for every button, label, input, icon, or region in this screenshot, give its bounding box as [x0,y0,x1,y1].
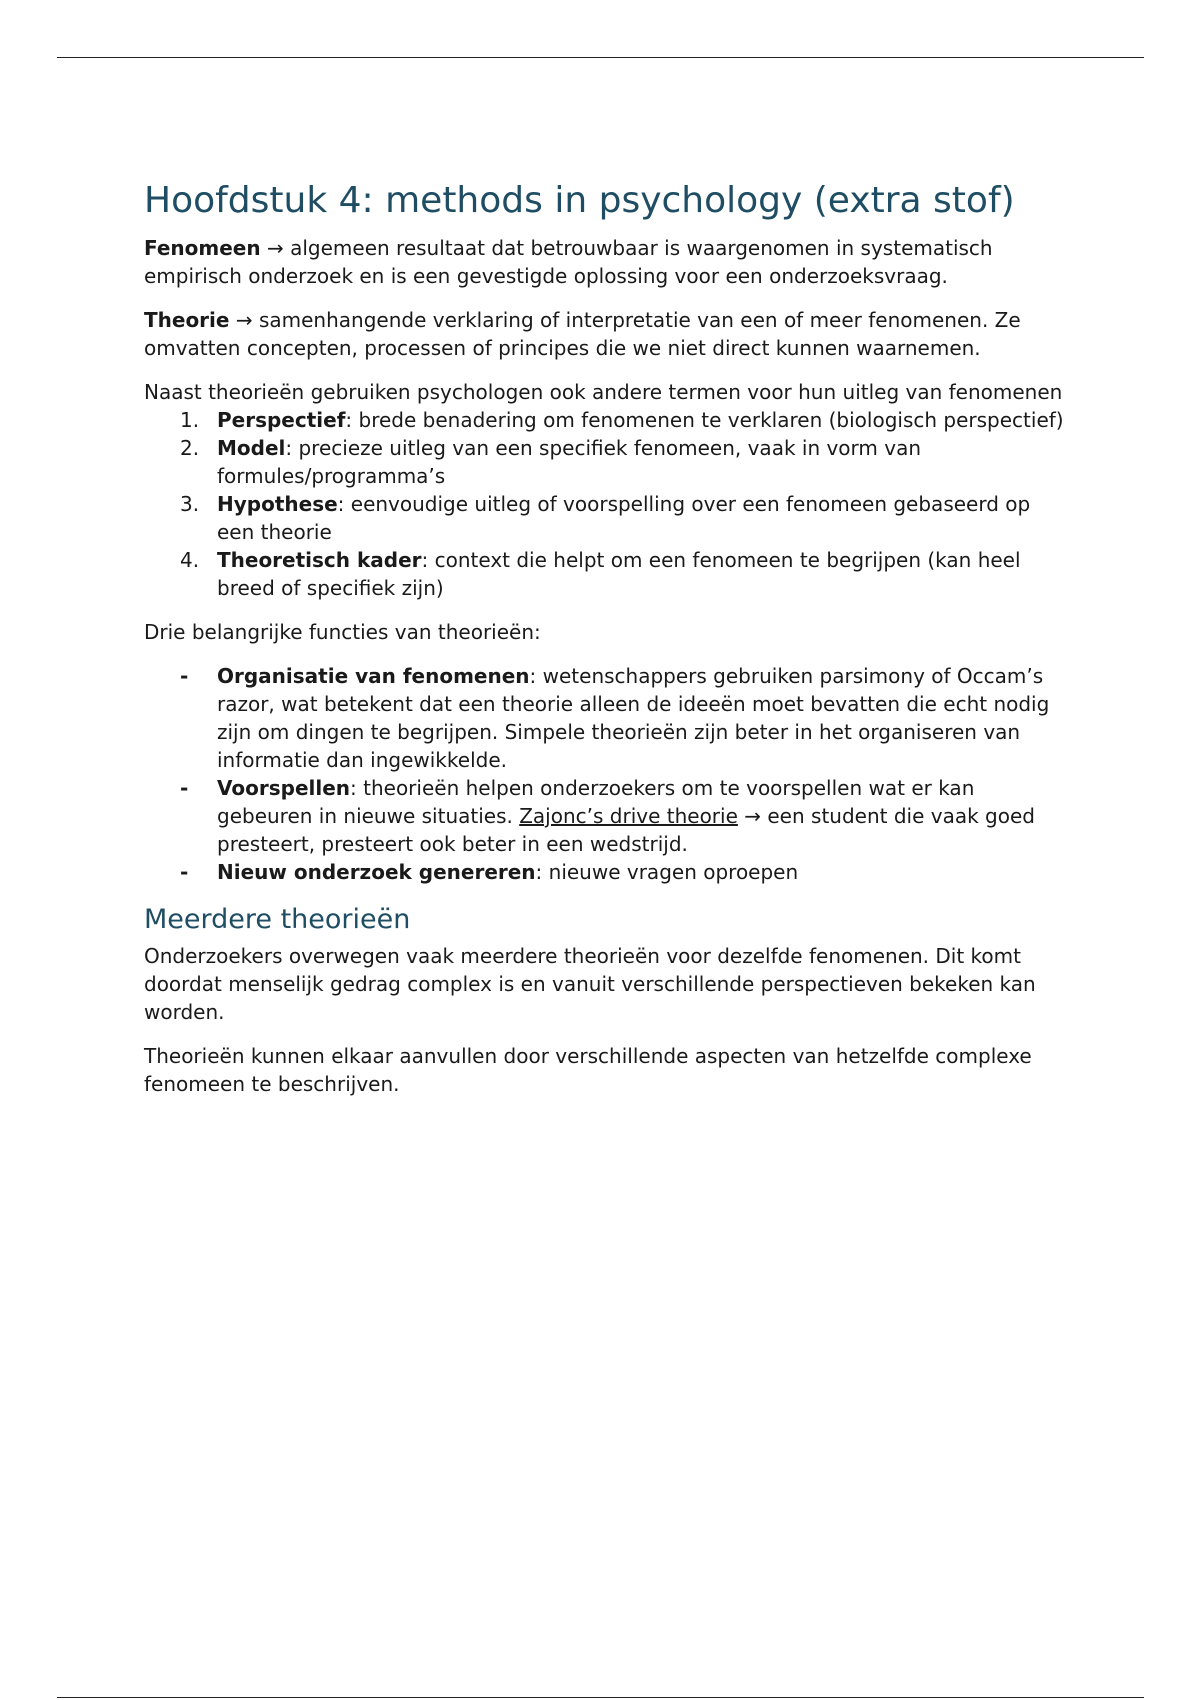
term-label: Theorie [144,308,230,332]
dash-bullet: - [180,664,189,688]
term-label: Hypothese [217,492,338,516]
terms-list [144,406,1064,602]
document-body [144,178,1064,1114]
function-text: : nieuwe vragen oproepen [535,860,799,884]
functions-intro: Drie belangrijke functies van theorieën: [144,620,541,644]
dash-bullet: - [180,860,189,884]
list-item [144,662,1064,774]
definition-theorie [144,306,1064,362]
terms-intro: Naast theorieën gebruiken psychologen ook andere termen voor hun uitleg van fenomenen [144,380,1063,404]
term-label: Nieuw onderzoek genereren [217,860,536,884]
arrow-icon: → [737,804,768,828]
definition-text: samenhangende verklaring of interpretatie van een of meer fenomenen. Ze omvatten concepten, processen of principes die we niet direct kunnen waarnemen. [144,308,1021,360]
zajonc-link[interactable]: Zajonc’s drive theorie [519,804,738,828]
function-text: : wetenschappers gebruiken parsimony of Occam’s razor, wat betekent dat een theorie alleen de ideeën moet bevatten die echt nodig zijn om dingen te begrijpen. Simpele theorieën zijn beter in het organiseren van informatie dan ingewikkelde. [217,664,1050,772]
arrow-icon: → [266,236,284,260]
list-item [144,490,1064,546]
functions-list [144,662,1064,886]
paragraph: Theorieën kunnen elkaar aanvullen door verschillende aspecten van hetzelfde complexe fenomeen te beschrijven. [144,1044,1032,1096]
function-tail-text: een student die vaak goed presteert, presteert ook beter in een wedstrijd. [217,804,1035,856]
list-number: 2. [180,436,200,460]
list-item [144,434,1064,490]
paragraph: Onderzoekers overwegen vaak meerdere theorieën voor dezelfde fenomenen. Dit komt doordat menselijk gedrag complex is en vanuit verschillende perspectieven bekeken kan worden. [144,944,1036,1024]
footer-rule [57,1697,1144,1698]
list-item [144,406,1064,434]
term-label: Model [217,436,286,460]
list-item [144,546,1064,602]
definition-fenomeen [144,234,1064,290]
term-label: Fenomeen [144,236,261,260]
term-label: Voorspellen [217,776,351,800]
term-text: : eenvoudige uitleg of voorspelling over een fenomeen gebaseerd op een theorie [217,492,1031,544]
list-number: 3. [180,492,200,516]
term-label: Theoretisch kader [217,548,422,572]
term-label: Organisatie van fenomenen [217,664,530,688]
term-text: : brede benadering om fenomenen te verklaren (biologisch perspectief) [345,408,1064,432]
term-text: : precieze uitleg van een specifiek fenomeen, vaak in vorm van formules/programma’s [217,436,922,488]
header-rule [57,57,1144,58]
section-heading: Meerdere theorieën [144,904,411,935]
list-item [144,774,1064,858]
term-text: : context die helpt om een fenomeen te begrijpen (kan heel breed of specifiek zijn) [217,548,1021,600]
page-title: Hoofdstuk 4: methods in psychology (extra stof) [144,180,1015,221]
definition-text: algemeen resultaat dat betrouwbaar is waargenomen in systematisch empirisch onderzoek en is een gevestigde oplossing voor een onderzoeksvraag. [144,236,993,288]
list-item [144,858,1064,886]
list-number: 1. [180,408,200,432]
dash-bullet: - [180,776,189,800]
function-text: : theorieën helpen onderzoekers om te voorspellen wat er kan gebeuren in nieuwe situaties. [217,776,975,828]
term-label: Perspectief [217,408,346,432]
arrow-icon: → [235,308,253,332]
list-number: 4. [180,548,200,572]
